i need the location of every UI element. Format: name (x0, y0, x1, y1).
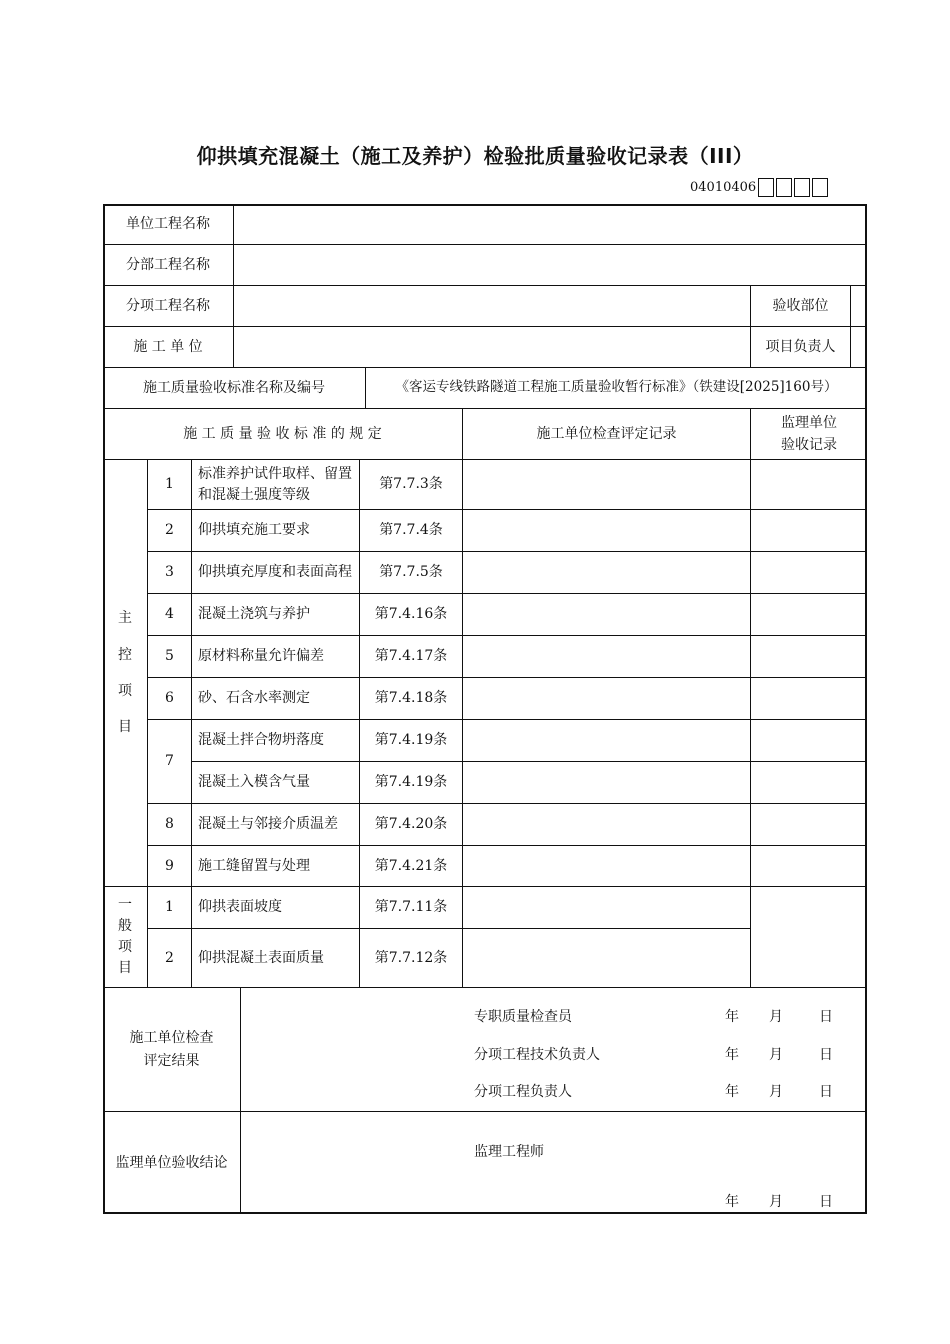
subitem-project-label: 分项工程名称 (103, 286, 234, 327)
constructor-field[interactable] (234, 327, 751, 368)
check-record-cell[interactable] (463, 594, 751, 636)
supervision-record-column-header: 监理单位 验收记录 (751, 409, 867, 460)
item-clause: 第7.4.18条 (360, 678, 463, 720)
form-title: 仰拱填充混凝土（施工及养护）检验批质量验收记录表（III） (196, 144, 754, 168)
code-box[interactable] (758, 178, 774, 197)
acceptance-part-field[interactable] (851, 286, 867, 327)
spec-column-header: 施 工 质 量 验 收 标 准 的 规 定 (103, 409, 463, 460)
item-clause: 第7.4.16条 (360, 594, 463, 636)
supervision-record-cell[interactable] (751, 460, 867, 510)
item-name: 混凝土入模含气量 (192, 762, 360, 804)
item-name: 混凝土与邻接介质温差 (192, 804, 360, 846)
supervision-record-cell[interactable] (751, 762, 867, 804)
month-label: 月 (769, 1047, 783, 1063)
supervision-record-cell[interactable] (751, 552, 867, 594)
item-number: 4 (148, 594, 192, 636)
item-name: 混凝土浇筑与养护 (192, 594, 360, 636)
form-code (690, 178, 828, 197)
month-label: 月 (769, 1084, 783, 1100)
supervision-record-cell[interactable] (751, 887, 867, 988)
supervision-record-cell[interactable] (751, 636, 867, 678)
item-number: 2 (148, 929, 192, 988)
quality-inspector-label: 专职质量检查员 (474, 1009, 572, 1025)
supervision-record-cell[interactable] (751, 678, 867, 720)
item-number: 2 (148, 510, 192, 552)
item-clause: 第7.7.12条 (360, 929, 463, 988)
item-clause: 第7.7.4条 (360, 510, 463, 552)
item-clause: 第7.7.5条 (360, 552, 463, 594)
item-number: 9 (148, 846, 192, 887)
item-number: 7 (148, 720, 192, 804)
supervision-record-cell[interactable] (751, 804, 867, 846)
month-label: 月 (769, 1194, 783, 1210)
item-clause: 第7.4.19条 (360, 720, 463, 762)
day-label: 日 (819, 1047, 833, 1063)
item-name: 砂、石含水率测定 (192, 678, 360, 720)
day-label: 日 (819, 1009, 833, 1025)
unit-project-field[interactable] (234, 204, 867, 245)
division-project-field[interactable] (234, 245, 867, 286)
item-name: 仰拱混凝土表面质量 (192, 929, 360, 988)
item-name: 原材料称量允许偏差 (192, 636, 360, 678)
supervision-record-cell[interactable] (751, 510, 867, 552)
day-label: 日 (819, 1084, 833, 1100)
item-number: 6 (148, 678, 192, 720)
supervision-record-cell[interactable] (751, 846, 867, 887)
check-record-cell[interactable] (463, 720, 751, 762)
check-record-cell[interactable] (463, 636, 751, 678)
day-label: 日 (819, 1194, 833, 1210)
subitem-project-field[interactable] (234, 286, 751, 327)
item-name: 施工缝留置与处理 (192, 846, 360, 887)
supervision-record-cell[interactable] (751, 720, 867, 762)
item-clause: 第7.7.3条 (360, 460, 463, 510)
item-number: 3 (148, 552, 192, 594)
item-name: 仰拱填充厚度和表面高程 (192, 552, 360, 594)
check-record-cell[interactable] (463, 929, 751, 988)
item-name: 仰拱表面坡度 (192, 887, 360, 929)
supervising-engineer-label: 监理工程师 (474, 1144, 544, 1160)
item-clause: 第7.7.11条 (360, 887, 463, 929)
check-record-cell[interactable] (463, 678, 751, 720)
check-record-cell[interactable] (463, 846, 751, 887)
standard-label: 施工质量验收标准名称及编号 (103, 368, 366, 409)
item-clause: 第7.4.19条 (360, 762, 463, 804)
form-code-number: 04010406 (690, 180, 757, 195)
supervision-conclusion-label: 监理单位验收结论 (103, 1112, 241, 1214)
check-record-cell[interactable] (463, 804, 751, 846)
technical-lead-label: 分项工程技术负责人 (474, 1047, 600, 1063)
constructor-label: 施 工 单 位 (103, 327, 234, 368)
division-project-label: 分部工程名称 (103, 245, 234, 286)
item-name: 仰拱填充施工要求 (192, 510, 360, 552)
item-number: 5 (148, 636, 192, 678)
year-label: 年 (725, 1047, 739, 1063)
month-label: 月 (769, 1009, 783, 1025)
project-manager-label: 项目负责人 (751, 327, 851, 368)
check-record-cell[interactable] (463, 887, 751, 929)
unit-project-label: 单位工程名称 (103, 204, 234, 245)
check-record-cell[interactable] (463, 762, 751, 804)
check-record-cell[interactable] (463, 510, 751, 552)
item-number: 1 (148, 887, 192, 929)
item-clause: 第7.4.20条 (360, 804, 463, 846)
acceptance-table (103, 204, 867, 1214)
item-number: 1 (148, 460, 192, 510)
check-record-cell[interactable] (463, 460, 751, 510)
item-clause: 第7.4.17条 (360, 636, 463, 678)
item-number: 8 (148, 804, 192, 846)
code-box[interactable] (794, 178, 810, 197)
code-box[interactable] (776, 178, 792, 197)
standard-value: 《客运专线铁路隧道工程施工质量验收暂行标准》（铁建设[2025]160号） (366, 368, 867, 409)
general-group-label: 一 般 项 目 (103, 887, 148, 988)
year-label: 年 (725, 1194, 739, 1210)
year-label: 年 (725, 1084, 739, 1100)
main-control-group-label: 主 控 项 目 (103, 460, 148, 887)
check-record-column-header: 施工单位检查评定记录 (463, 409, 751, 460)
item-name: 标准养护试件取样、留置和混凝土强度等级 (192, 460, 360, 510)
item-name: 混凝土拌合物坍落度 (192, 720, 360, 762)
acceptance-part-label: 验收部位 (751, 286, 851, 327)
subitem-lead-label: 分项工程负责人 (474, 1084, 572, 1100)
item-clause: 第7.4.21条 (360, 846, 463, 887)
construction-result-label: 施工单位检查 评定结果 (103, 988, 241, 1112)
project-manager-field[interactable] (851, 327, 867, 368)
year-label: 年 (725, 1009, 739, 1025)
check-record-cell[interactable] (463, 552, 751, 594)
supervision-record-cell[interactable] (751, 594, 867, 636)
code-box[interactable] (812, 178, 828, 197)
